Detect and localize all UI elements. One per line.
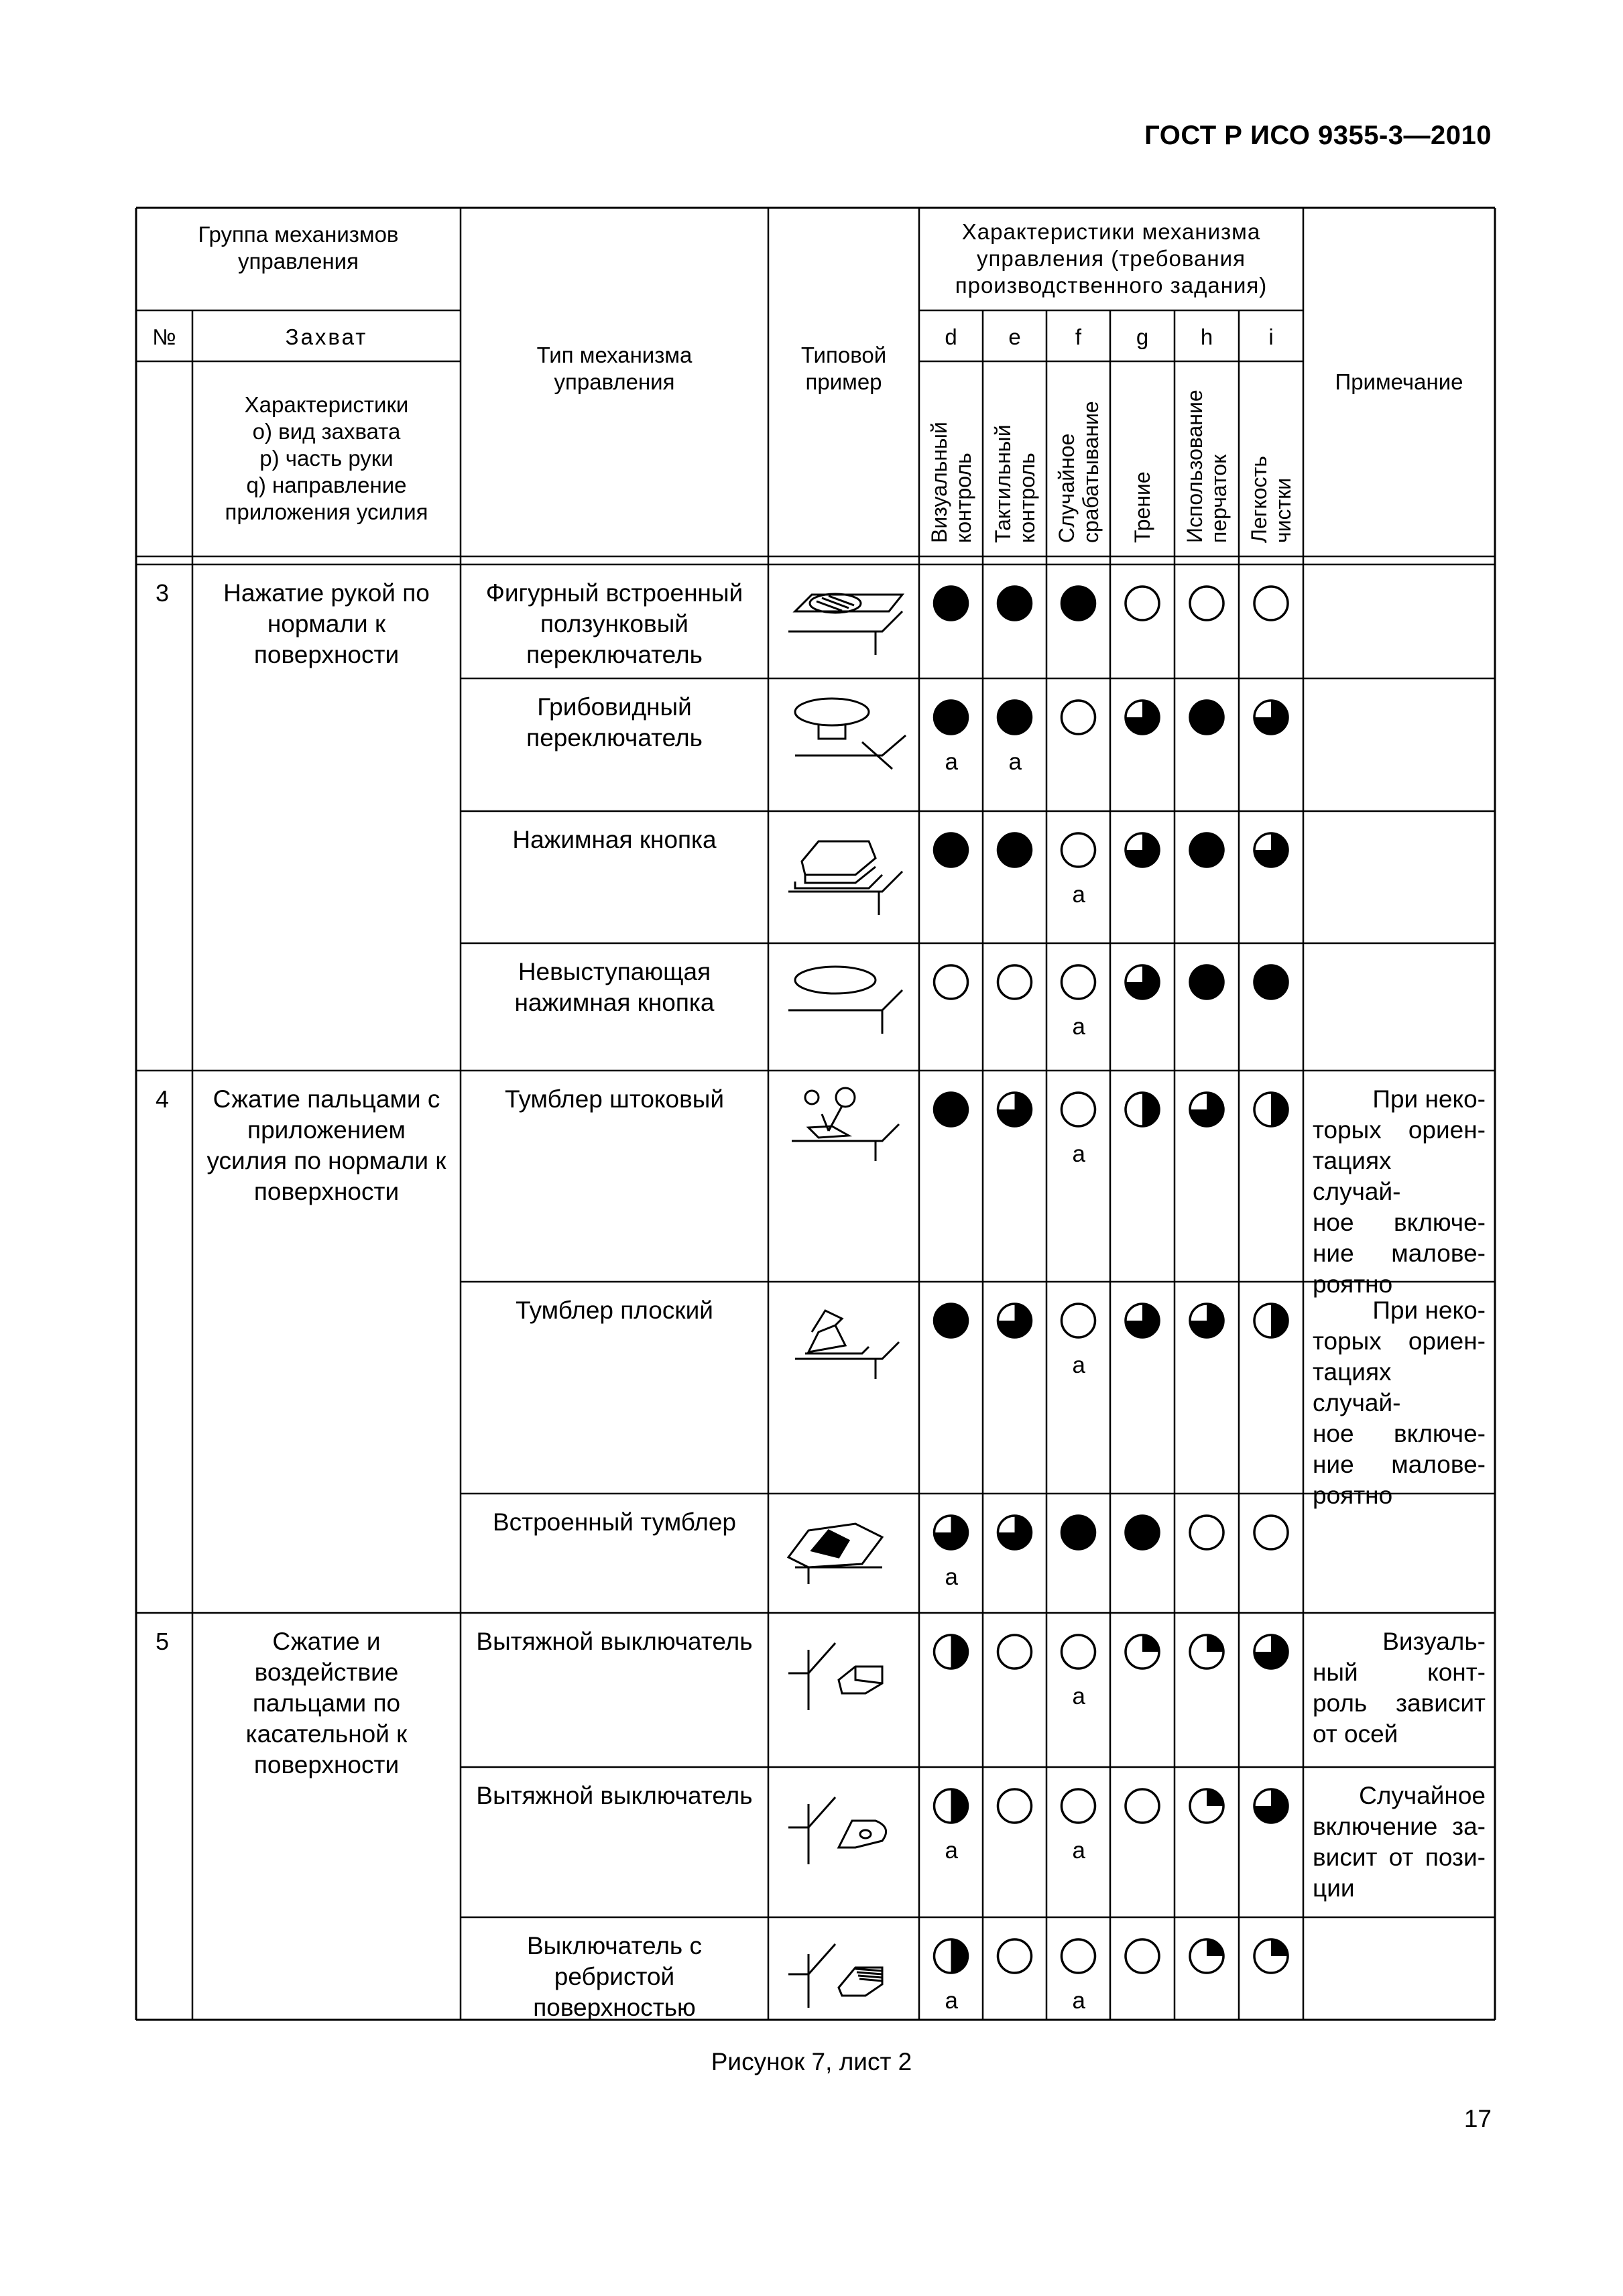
header-group — [136, 208, 461, 310]
group-grip-text: Сжатие и воздействие пальцами по касательной к поверхности — [245, 1628, 408, 1778]
header-note-label: Примечание — [1335, 369, 1463, 394]
characteristics-line: Характеристики — [244, 392, 409, 417]
push-button-icon — [788, 841, 902, 915]
characteristics-line: o) вид захвата — [252, 419, 401, 444]
rating-0-of-4 — [1062, 1789, 1095, 1823]
header-letter-h — [1175, 310, 1239, 361]
header-group-label: Группа механизмов управления — [198, 222, 399, 274]
rating-4-of-4 — [998, 701, 1032, 734]
rating-4-of-4 — [935, 833, 968, 867]
rating-3-of-4 — [1126, 701, 1159, 734]
rating-4-of-4 — [935, 1304, 968, 1337]
group-number: 4 — [156, 1085, 170, 1113]
rating-3-of-4 — [998, 1516, 1032, 1549]
rating-2-of-4 — [935, 1939, 968, 1973]
rating-1-of-4 — [1254, 1939, 1288, 1973]
header-type — [461, 328, 768, 463]
rating-0-of-4 — [1062, 1635, 1095, 1669]
header-vertical-label — [1130, 471, 1154, 543]
table-row-type — [461, 1767, 768, 1901]
header-letter: h — [1200, 324, 1213, 349]
header-example — [768, 328, 919, 463]
flush-button-icon — [788, 967, 902, 1034]
header-letter-d — [919, 310, 983, 361]
rating-1-of-4 — [1190, 1789, 1223, 1823]
rating-0-of-4 — [998, 965, 1032, 999]
rating-4-of-4 — [998, 587, 1032, 620]
rating-4-of-4 — [935, 1093, 968, 1126]
page-number: 17 — [1463, 2105, 1492, 2132]
group-grip-text: Нажатие рукой по нормали к поверхности — [223, 579, 430, 668]
row-note — [1303, 1780, 1495, 1904]
lever-toggle-icon — [792, 1088, 899, 1161]
header-vertical-label — [927, 422, 975, 543]
vertical-label-line: Случайное — [1054, 433, 1079, 543]
vertical-label-line: перчаток — [1207, 454, 1231, 543]
header-grip-label: Захват — [285, 324, 368, 349]
rating-0-of-4 — [1062, 1304, 1095, 1337]
rating-2-of-4 — [1126, 1093, 1159, 1126]
table-row-type — [461, 943, 768, 1077]
vertical-label-line: чистки — [1271, 477, 1295, 543]
header-letter: d — [945, 324, 957, 349]
header-vertical-label — [991, 424, 1039, 543]
header-characteristics — [192, 361, 461, 556]
rating-0-of-4 — [998, 1939, 1032, 1973]
note-line: ное включе- — [1313, 1420, 1486, 1447]
rating-4-of-4 — [1190, 965, 1223, 999]
note-line: ции — [1313, 1874, 1355, 1902]
footnote-a: a — [945, 749, 958, 775]
group-number: 3 — [156, 579, 170, 607]
rating-3-of-4 — [935, 1516, 968, 1549]
table-row-type — [461, 1494, 768, 1628]
group-grip-text: Сжатие пальцами с приложением усилия по нормали к поверхности — [206, 1085, 446, 1205]
rating-0-of-4 — [1190, 587, 1223, 620]
control-type-text: Выключатель с ребристой поверхностью — [527, 1932, 702, 2021]
table-row-type — [461, 1917, 768, 2051]
note-line: роятно — [1313, 1482, 1393, 1509]
recessed-toggle-icon — [788, 1524, 882, 1584]
flat-toggle-icon — [795, 1311, 899, 1379]
rating-3-of-4 — [1126, 965, 1159, 999]
control-type-text: Тумблер плоский — [516, 1296, 713, 1324]
note-line: ние малове- — [1313, 1240, 1486, 1267]
footnote-a: a — [1072, 1837, 1085, 1864]
rating-0-of-4 — [1254, 587, 1288, 620]
ribbed-switch-icon — [788, 1944, 882, 2008]
header-letter: f — [1075, 324, 1082, 349]
note-line: При неко- — [1372, 1085, 1486, 1113]
rating-4-of-4 — [1190, 701, 1223, 734]
rating-3-of-4 — [1190, 1304, 1223, 1337]
header-grip — [192, 310, 461, 361]
header-letter: i — [1268, 324, 1274, 349]
vertical-label-line: контроль — [951, 452, 975, 543]
header-letter-f — [1046, 310, 1110, 361]
footnote-a: a — [1072, 882, 1085, 908]
rating-3-of-4 — [1126, 1304, 1159, 1337]
table-row-type — [461, 1282, 768, 1416]
rating-2-of-4 — [1254, 1304, 1288, 1337]
header-letter-g — [1110, 310, 1175, 361]
header-no-label: № — [152, 324, 176, 349]
rating-3-of-4 — [1254, 701, 1288, 734]
header-note — [1303, 355, 1495, 396]
pull-switch-round-icon — [788, 1797, 886, 1864]
rating-0-of-4 — [1126, 1939, 1159, 1973]
note-line: ный конт- — [1313, 1658, 1486, 1686]
note-line: висит от пози- — [1313, 1844, 1486, 1871]
rating-3-of-4 — [1190, 1093, 1223, 1126]
vertical-label-line: Легкость — [1247, 456, 1271, 543]
mushroom-switch-icon — [795, 699, 906, 769]
figure-caption: Рисунок 7, лист 2 — [711, 2048, 912, 2075]
note-line: Визуаль- — [1382, 1628, 1486, 1655]
rating-0-of-4 — [998, 1789, 1032, 1823]
header-type-label: Тип механизма управления — [536, 343, 693, 394]
footnote-a: a — [1072, 1014, 1085, 1040]
rating-2-of-4 — [935, 1635, 968, 1669]
rating-0-of-4 — [1126, 587, 1159, 620]
note-line: При неко- — [1372, 1296, 1486, 1324]
rating-4-of-4 — [1062, 1516, 1095, 1549]
rating-4-of-4 — [1254, 965, 1288, 999]
rating-0-of-4 — [998, 1635, 1032, 1669]
header-no — [136, 310, 192, 361]
header-letter: e — [1008, 324, 1021, 349]
header-char-group — [919, 208, 1303, 310]
note-line: торых ориен- — [1313, 1116, 1486, 1144]
pull-switch-icon — [788, 1643, 882, 1710]
rating-4-of-4 — [1126, 1516, 1159, 1549]
footnote-a: a — [1072, 1988, 1085, 2014]
control-type-text: Тумблер штоковый — [504, 1085, 725, 1113]
footnote-a: a — [1072, 1141, 1085, 1167]
slide-switch-icon — [788, 594, 902, 655]
rating-0-of-4 — [1062, 965, 1095, 999]
footnote-a: a — [1072, 1352, 1085, 1378]
control-type-text: Вытяжной выключатель — [476, 1782, 753, 1809]
rating-4-of-4 — [1190, 833, 1223, 867]
rating-4-of-4 — [935, 701, 968, 734]
rating-3-of-4 — [1254, 1635, 1288, 1669]
note-line: роль зависит — [1313, 1689, 1486, 1717]
header-letter-e — [983, 310, 1046, 361]
row-note — [1303, 1295, 1495, 1511]
rating-3-of-4 — [1254, 1789, 1288, 1823]
control-type-text: Вытяжной выключатель — [476, 1628, 753, 1655]
control-type-text: Нажимная кнопка — [512, 826, 717, 853]
rating-4-of-4 — [998, 833, 1032, 867]
note-line: ное включе- — [1313, 1209, 1486, 1236]
footnote-a: a — [1072, 1683, 1085, 1709]
rating-4-of-4 — [935, 587, 968, 620]
rating-0-of-4 — [1062, 701, 1095, 734]
rating-2-of-4 — [935, 1789, 968, 1823]
footnote-a: a — [945, 1564, 958, 1590]
row-note — [1303, 1626, 1495, 1750]
rating-0-of-4 — [1190, 1516, 1223, 1549]
rating-0-of-4 — [1062, 1939, 1095, 1973]
vertical-label-line: Тактильный — [990, 424, 1015, 543]
note-line: Случайное — [1359, 1782, 1486, 1809]
note-line: ние малове- — [1313, 1451, 1486, 1478]
note-line: торых ориен- — [1313, 1327, 1486, 1355]
control-type-text: Фигурный встроенный ползунковый переключатель — [485, 579, 743, 668]
rating-0-of-4 — [1062, 1093, 1095, 1126]
table-row-type — [461, 1071, 768, 1205]
note-line: роятно — [1313, 1270, 1393, 1298]
group-grip — [192, 1613, 461, 1881]
header-example-label: Типовой пример — [800, 343, 887, 394]
footnote-a: a — [1008, 749, 1022, 775]
rating-0-of-4 — [1062, 833, 1095, 867]
vertical-label-line: Трение — [1130, 471, 1154, 543]
rating-0-of-4 — [1254, 1516, 1288, 1549]
control-type-text: Грибовидный переключатель — [526, 693, 703, 751]
header-char-group-label: Характеристики механизма управления (требования производственного задания) — [955, 219, 1268, 298]
rating-1-of-4 — [1190, 1939, 1223, 1973]
note-line: включение за- — [1313, 1813, 1486, 1840]
rating-1-of-4 — [1126, 1635, 1159, 1669]
header-vertical-label — [1247, 456, 1295, 543]
rating-4-of-4 — [1062, 587, 1095, 620]
vertical-label-line: Визуальный — [926, 422, 951, 543]
rating-2-of-4 — [1254, 1093, 1288, 1126]
control-type-text: Встроенный тумблер — [492, 1508, 736, 1536]
vertical-label-line: Использование — [1183, 389, 1207, 543]
vertical-label-line: контроль — [1014, 452, 1039, 543]
control-type-text: Невыступающая нажимная кнопка — [514, 958, 715, 1016]
group-number: 5 — [156, 1628, 170, 1655]
footnote-a: a — [945, 1988, 958, 2014]
rating-3-of-4 — [1254, 833, 1288, 867]
footnote-a: a — [945, 1837, 958, 1864]
rating-1-of-4 — [1190, 1635, 1223, 1669]
table-row-type — [461, 811, 768, 945]
rating-3-of-4 — [998, 1093, 1032, 1126]
vertical-label-line: срабатывание — [1078, 401, 1103, 543]
header-letter: g — [1136, 324, 1149, 349]
table-row-type — [461, 678, 768, 812]
document-id: ГОСТ Р ИСО 9355-3—2010 — [1144, 121, 1492, 150]
characteristics-line: приложения усилия — [225, 499, 428, 524]
note-line: тациях случай- — [1313, 1147, 1401, 1205]
table-row-type — [461, 1613, 768, 1747]
note-line: тациях случай- — [1313, 1358, 1401, 1416]
rating-0-of-4 — [935, 965, 968, 999]
characteristics-line: p) часть руки — [259, 446, 394, 471]
group-grip — [192, 1071, 461, 1339]
rating-3-of-4 — [998, 1304, 1032, 1337]
header-vertical-label — [1183, 389, 1231, 543]
note-line: от осей — [1313, 1720, 1398, 1748]
header-vertical-label — [1055, 401, 1103, 543]
row-note — [1303, 1084, 1495, 1300]
rating-0-of-4 — [1126, 1789, 1159, 1823]
characteristics-line: q) направление — [246, 473, 407, 497]
rating-3-of-4 — [1126, 833, 1159, 867]
group-grip — [192, 564, 461, 833]
header-letter-i — [1239, 310, 1303, 361]
